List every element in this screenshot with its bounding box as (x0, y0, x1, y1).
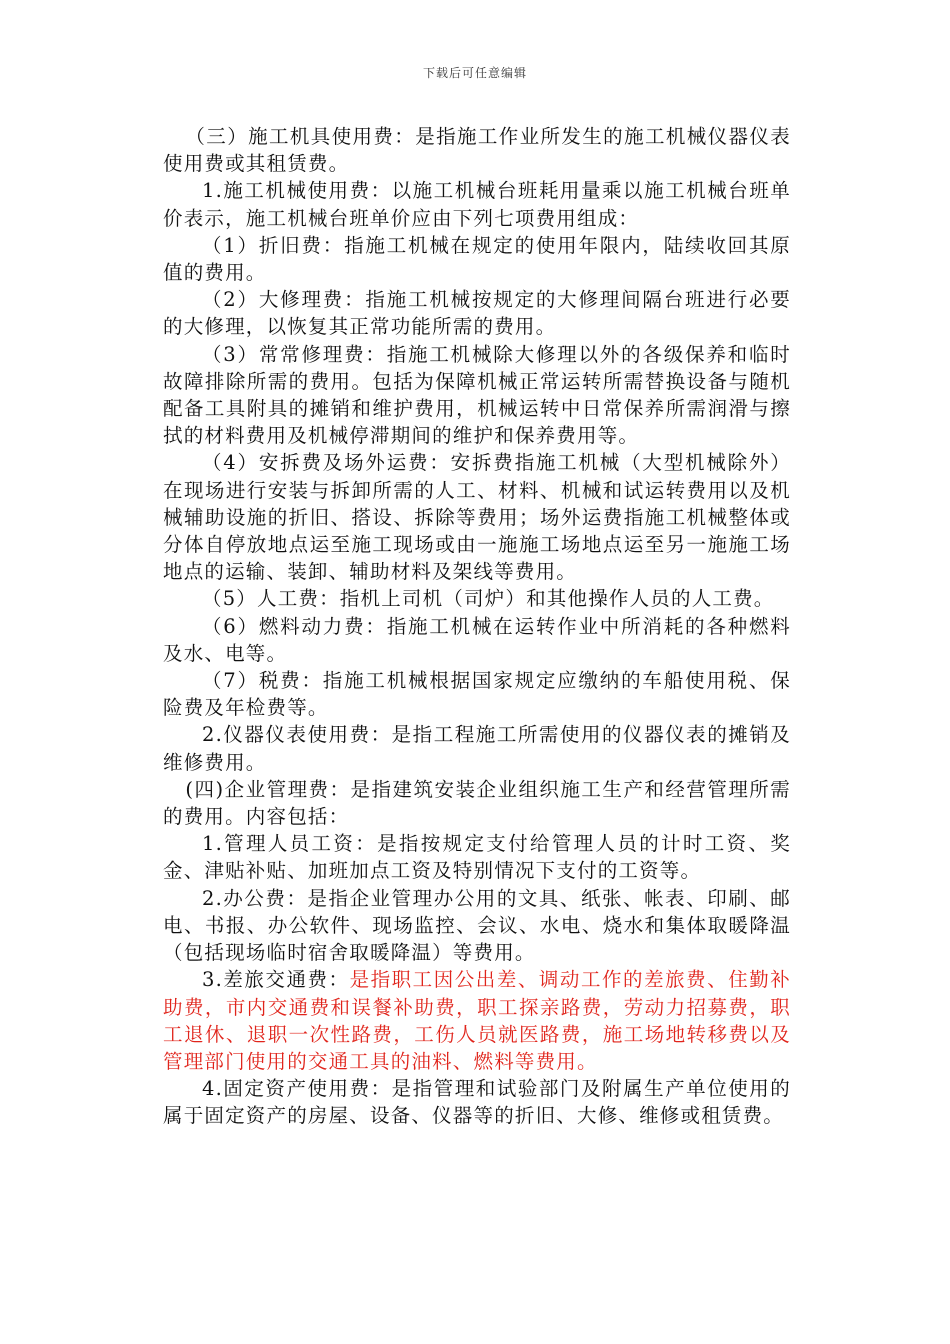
paragraph: （6）燃料动力费：指施工机械在运转作业中所消耗的各种燃料及水、电等。 (163, 614, 791, 665)
travel-expense-paragraph (163, 966, 791, 1075)
paragraph: （7）税费：指施工机械根据国家规定应缴纳的车船使用税、保险费及年检费等。 (163, 669, 791, 720)
paragraph: （三）施工机具使用费：是指施工作业所发生的施工机械仪器仪表使用费或其租赁费。 (163, 125, 791, 176)
paragraph: （3）常常修理费：指施工机械除大修理以外的各级保养和临时故障排除所需的费用。包括为保障机械正常运转所需替换设备与随机配备工具附具的摊销和维护费用，机械运转中日常保养所需润滑与擦拭的材料费用及机械停滞期间的维护和保养费用等。 (163, 342, 791, 448)
paragraph: （4）安拆费及场外运费：安拆费指施工机械（大型机械除外）在现场进行安装与拆卸所需的人工、材料、机械和试运转费用以及机械辅助设施的折旧、搭设、拆除等费用；场外运费指施工机械整体或分体自停放地点运至施工现场或由一施施工场地点运至另一施施工场地点的运输、装卸、辅助材料及架线等费用。 (163, 451, 791, 584)
paragraph: （2）大修理费：指施工机械按规定的大修理间隔台班进行必要的大修理，以恢复其正常功能所需的费用。 (163, 288, 791, 339)
paragraph: 2.办公费：是指企业管理办公用的文具、纸张、帐表、印刷、邮电、书报、办公软件、现场监控、会议、水电、烧水和集体取暖降温（包括现场临时宿舍取暖降温）等费用。 (163, 886, 791, 965)
travel-expense-lead: 3.差旅交通费： (202, 968, 350, 992)
document-body (163, 123, 791, 1130)
paragraph: 2.仪器仪表使用费：是指工程施工所需使用的仪器仪表的摊销及维修费用。 (163, 723, 791, 774)
page-header: 下载后可任意编辑 (422, 66, 527, 80)
paragraph: (四)企业管理费：是指建筑安装企业组织施工生产和经营管理所需的费用。内容包括： (163, 777, 791, 829)
paragraph: （5）人工费：指机上司机（司炉）和其他操作人员的人工费。 (202, 587, 775, 611)
highlighted-text: 是指职工因公出差、调动工作的差旅费、住勤补助费，市内交通费和误餐补助费，职工探亲路费，劳动力招募费，职工退休、退职一次性路费，工伤人员就医路费，施工场地转移费以及管理部门使用的交通工具的油料、燃料等费用。 (163, 968, 791, 1073)
paragraph: （1）折旧费：指施工机械在规定的使用年限内，陆续收回其原值的费用。 (163, 233, 791, 285)
paragraph: 1.管理人员工资：是指按规定支付给管理人员的计时工资、奖金、津贴补贴、加班加点工资及特别情况下支付的工资等。 (163, 832, 791, 883)
paragraph: 1.施工机械使用费：以施工机械台班耗用量乘以施工机械台班单价表示，施工机械台班单价应由下列七项费用组成： (163, 179, 791, 230)
paragraph: 4.固定资产使用费：是指管理和试验部门及附属生产单位使用的属于固定资产的房屋、设备、仪器等的折旧、大修、维修或租赁费。 (163, 1077, 791, 1128)
